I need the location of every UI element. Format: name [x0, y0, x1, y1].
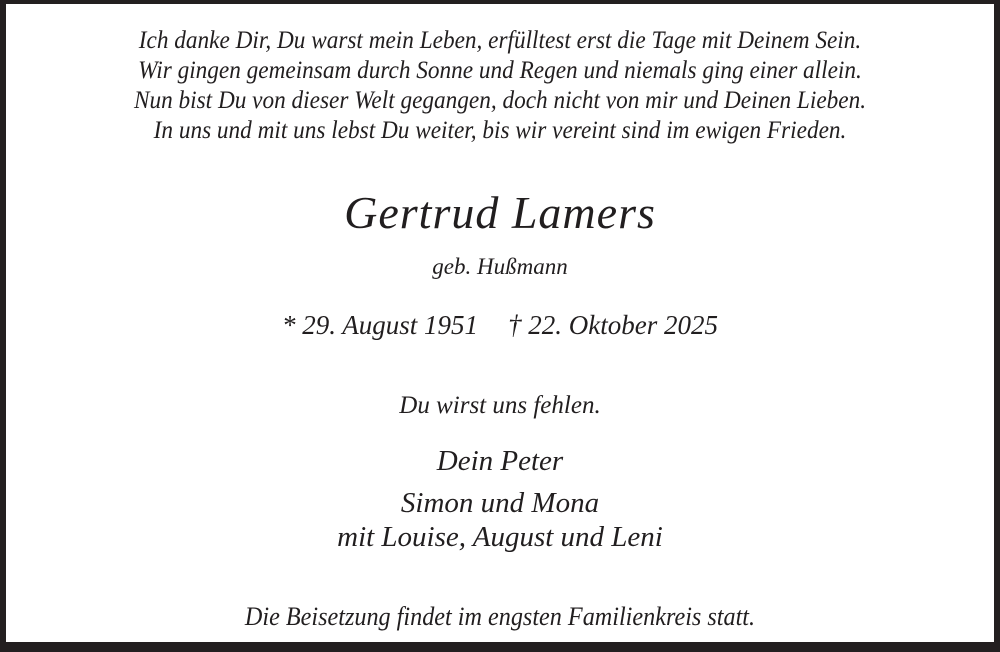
obituary-content [6, 4, 994, 632]
birth-date: * 29. August 1951 [282, 310, 479, 340]
poem-line: In uns und mit uns lebst Du weiter, bis wir vereint sind im ewigen Frieden. [153, 117, 847, 144]
maiden-name: geb. Hußmann [432, 254, 568, 279]
farewell-text: Du wirst uns fehlen. [399, 392, 601, 419]
mourners-list [6, 444, 994, 554]
deceased-name: Gertrud Lamers [344, 187, 656, 238]
memorial-poem [41, 26, 960, 146]
mourner-line: mit Louise, August und Leni [337, 521, 663, 553]
poem-line: Ich danke Dir, Du warst mein Leben, erfülltest erst die Tage mit Deinem Sein. [138, 27, 862, 54]
funeral-info: Die Beisetzung findet im engsten Familienkreis statt. [244, 602, 756, 631]
mourner-line: Dein Peter [436, 445, 564, 477]
life-dates [6, 310, 994, 340]
death-date: † 22. Oktober 2025 [508, 310, 718, 340]
mourner-line: Simon und Mona [400, 487, 600, 519]
poem-line: Nun bist Du von dieser Welt gegangen, doch nicht von mir und Deinen Lieben. [133, 87, 867, 114]
poem-line: Wir gingen gemeinsam durch Sonne und Regen und niemals ging einer allein. [138, 57, 862, 84]
